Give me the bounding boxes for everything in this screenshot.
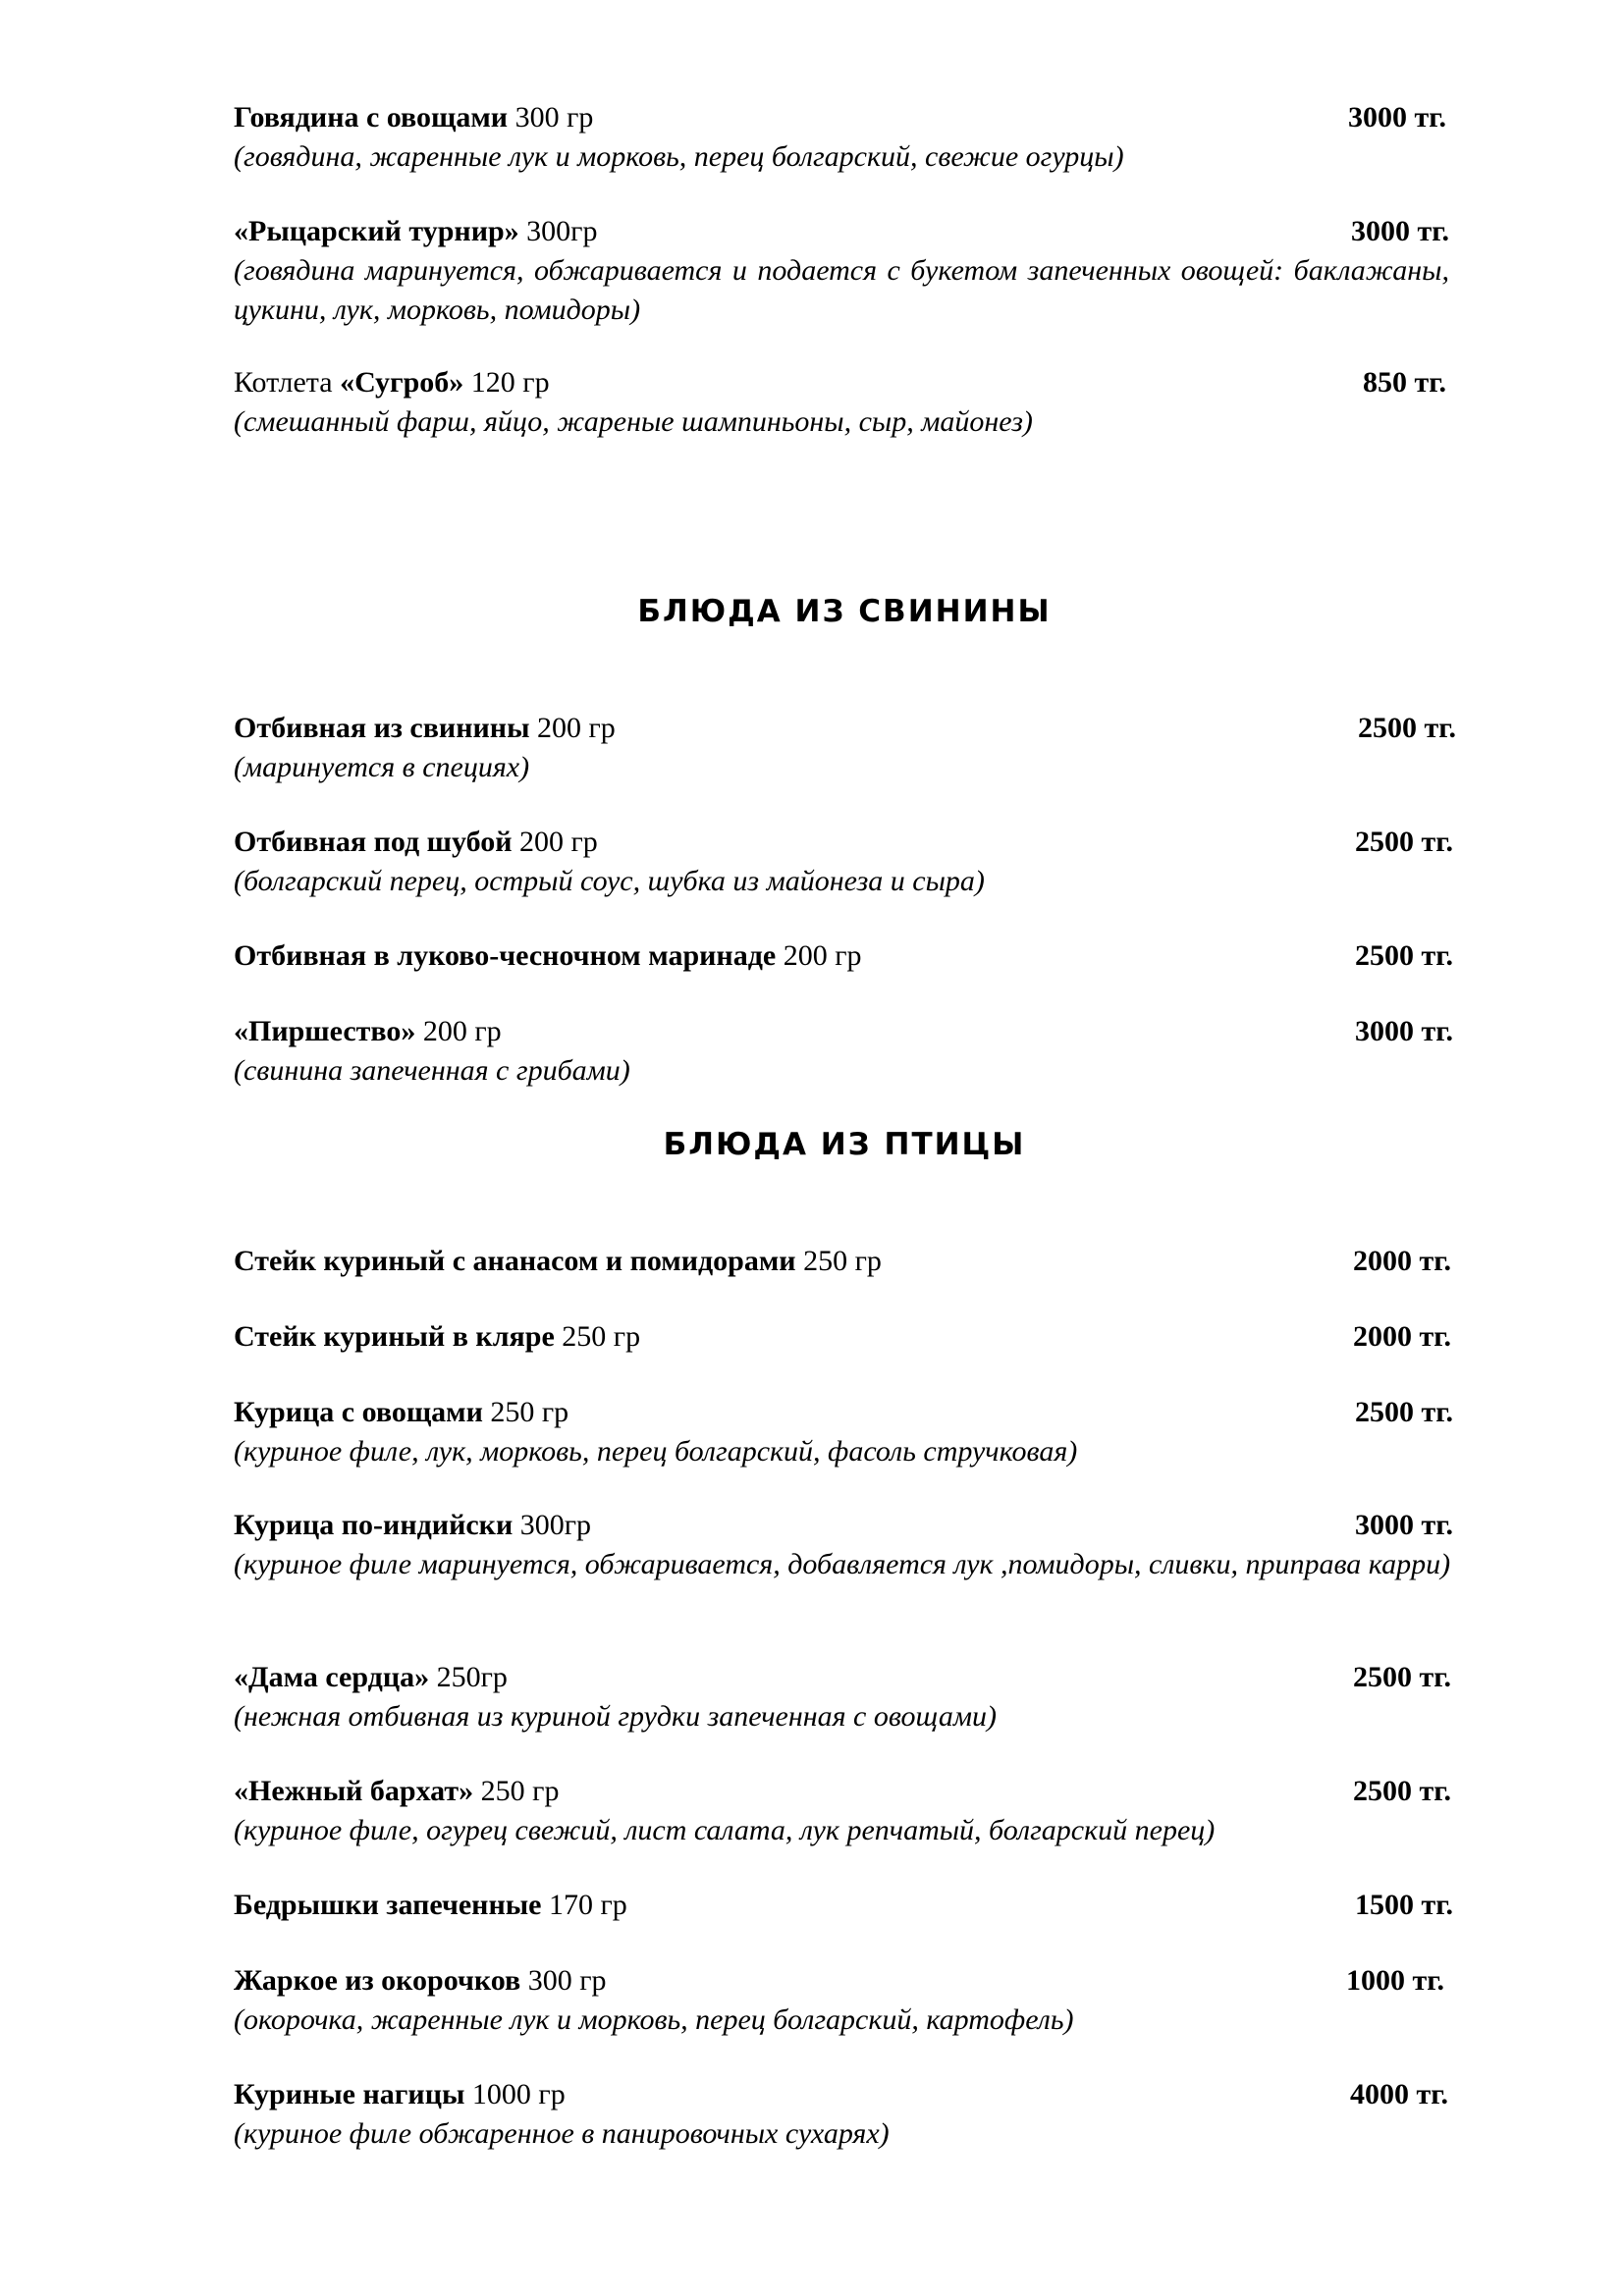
dish-description: (болгарский перец, острый соус, шубка из майонеза и сыра) (234, 865, 985, 897)
menu-item-line (234, 1242, 1451, 1281)
dish-weight: 250 гр (482, 1396, 569, 1428)
menu-item-line (234, 1393, 1453, 1432)
menu-item-line (234, 1961, 1444, 2001)
menu-item (234, 823, 1453, 901)
menu-item (234, 212, 1449, 330)
dish-name: «Пиршество» (234, 1015, 416, 1047)
menu-item-line (234, 98, 1446, 137)
dish-price: 3000 тг. (1355, 1015, 1453, 1047)
dish-weight: 1000 гр (464, 2078, 566, 2110)
dish-price: 3000 тг. (1355, 1509, 1453, 1541)
dish-weight: 300 гр (520, 1964, 607, 1997)
menu-item-line (234, 2075, 1448, 2114)
dish-name: Куриные нагицы (234, 2078, 465, 2110)
dish-price: 1500 тг. (1355, 1889, 1453, 1921)
dish-price: 2500 тг. (1353, 1775, 1451, 1807)
dish-price: 4000 тг. (1350, 2078, 1448, 2110)
menu-item-line (234, 212, 1449, 251)
dish-description: (говядина маринуется, обжаривается и подается с букетом запеченных овощей: баклажаны, цукини, лук, морковь, помидоры) (234, 254, 1449, 326)
menu-item (234, 1012, 1453, 1091)
dish-price: 2000 тг. (1353, 1245, 1451, 1277)
dish-weight: 250 гр (795, 1245, 882, 1277)
dish-name: Говядина с овощами (234, 101, 509, 133)
section-heading-poultry: БЛЮДА ИЗ ПТИЦЫ (663, 1127, 1026, 1162)
menu-item-line (234, 1317, 1451, 1357)
dish-name: Бедрышки запеченные (234, 1889, 542, 1921)
menu-item (234, 1506, 1453, 1584)
dish-name: Отбивная в луково-чесночном маринаде (234, 939, 777, 972)
dish-weight: 250гр (429, 1661, 508, 1693)
dish-description: (говядина, жаренные лук и морковь, перец болгарский, свежие огурцы) (234, 140, 1124, 173)
dish-name: Стейк куриный в кляре (234, 1320, 555, 1353)
dish-description: (куриное филе, лук, морковь, перец болгарский, фасоль стручковая) (234, 1435, 1078, 1468)
dish-description: (куриное филе, огурец свежий, лист салата, лук репчатый, болгарский перец) (234, 1814, 1216, 1846)
dish-name: «Нежный бархат» (234, 1775, 474, 1807)
section-heading-pork: БЛЮДА ИЗ СВИНИНЫ (637, 594, 1052, 629)
dish-description: (куриное филе обжаренное в панировочных сухарях) (234, 2117, 890, 2150)
dish-price: 1000 тг. (1346, 1964, 1444, 1997)
menu-item (234, 936, 1453, 976)
dish-description: (нежная отбивная из куриной грудки запеченная с овощами) (234, 1700, 997, 1733)
menu-item (234, 1961, 1444, 2040)
dish-description: (маринуется в специях) (234, 751, 530, 783)
dish-weight: 250 гр (473, 1775, 560, 1807)
dish-weight: 200 гр (512, 826, 598, 858)
dish-price: 2000 тг. (1353, 1320, 1451, 1353)
dish-name: «Рыцарский турнир» (234, 215, 519, 247)
dish-weight: 120 гр (463, 366, 550, 399)
dish-name: Стейк куриный с ананасом и помидорами (234, 1245, 796, 1277)
menu-item (234, 2075, 1448, 2154)
dish-price: 2500 тг. (1355, 1396, 1453, 1428)
menu-item (234, 1772, 1451, 1850)
menu-item-line (234, 1506, 1453, 1545)
dish-description: (свинина запеченная с грибами) (234, 1054, 630, 1087)
dish-name: Курица по-индийски (234, 1509, 514, 1541)
dish-weight: 200 гр (415, 1015, 502, 1047)
menu-item-line (234, 363, 1446, 402)
dish-description: (окорочка, жаренные лук и морковь, перец болгарский, картофель) (234, 2003, 1074, 2036)
menu-item (234, 1393, 1453, 1471)
menu-item (234, 1242, 1451, 1281)
dish-weight: 300гр (513, 1509, 592, 1541)
dish-name: «Сугроб» (340, 366, 464, 399)
menu-item-line (234, 709, 1456, 748)
menu-item-line (234, 1012, 1453, 1051)
menu-item-line (234, 936, 1453, 976)
dish-price: 3000 тг. (1351, 215, 1449, 247)
dish-weight: 170 гр (541, 1889, 627, 1921)
dish-prefix: Котлета (234, 366, 341, 399)
dish-name: Курица с овощами (234, 1396, 483, 1428)
menu-item-line (234, 823, 1453, 862)
menu-item-line (234, 1772, 1451, 1811)
dish-weight: 200 гр (529, 712, 616, 744)
menu-item (234, 363, 1446, 442)
dish-name: Жаркое из окорочков (234, 1964, 521, 1997)
dish-price: 3000 тг. (1348, 101, 1446, 133)
dish-name: «Дама сердца» (234, 1661, 430, 1693)
dish-weight: 300гр (518, 215, 598, 247)
menu-item (234, 1317, 1451, 1357)
dish-price: 2500 тг. (1355, 939, 1453, 972)
menu-item (234, 1658, 1451, 1736)
menu-item-line (234, 1658, 1451, 1697)
dish-description: (куриное филе маринуется, обжаривается, добавляется лук ,помидоры, сливки, приправа карри) (234, 1548, 1451, 1580)
dish-weight: 300 гр (508, 101, 594, 133)
dish-name: Отбивная под шубой (234, 826, 513, 858)
dish-price: 850 тг. (1363, 366, 1446, 399)
menu-item (234, 1886, 1453, 1925)
dish-price: 2500 тг. (1353, 1661, 1451, 1693)
menu-item (234, 98, 1446, 177)
dish-description: (смешанный фарш, яйцо, жареные шампиньоны, сыр, майонез) (234, 405, 1033, 438)
dish-name: Отбивная из свинины (234, 712, 530, 744)
dish-weight: 200 гр (776, 939, 862, 972)
dish-price: 2500 тг. (1358, 712, 1456, 744)
menu-item (234, 709, 1456, 787)
dish-price: 2500 тг. (1355, 826, 1453, 858)
menu-item-line (234, 1886, 1453, 1925)
dish-weight: 250 гр (554, 1320, 641, 1353)
